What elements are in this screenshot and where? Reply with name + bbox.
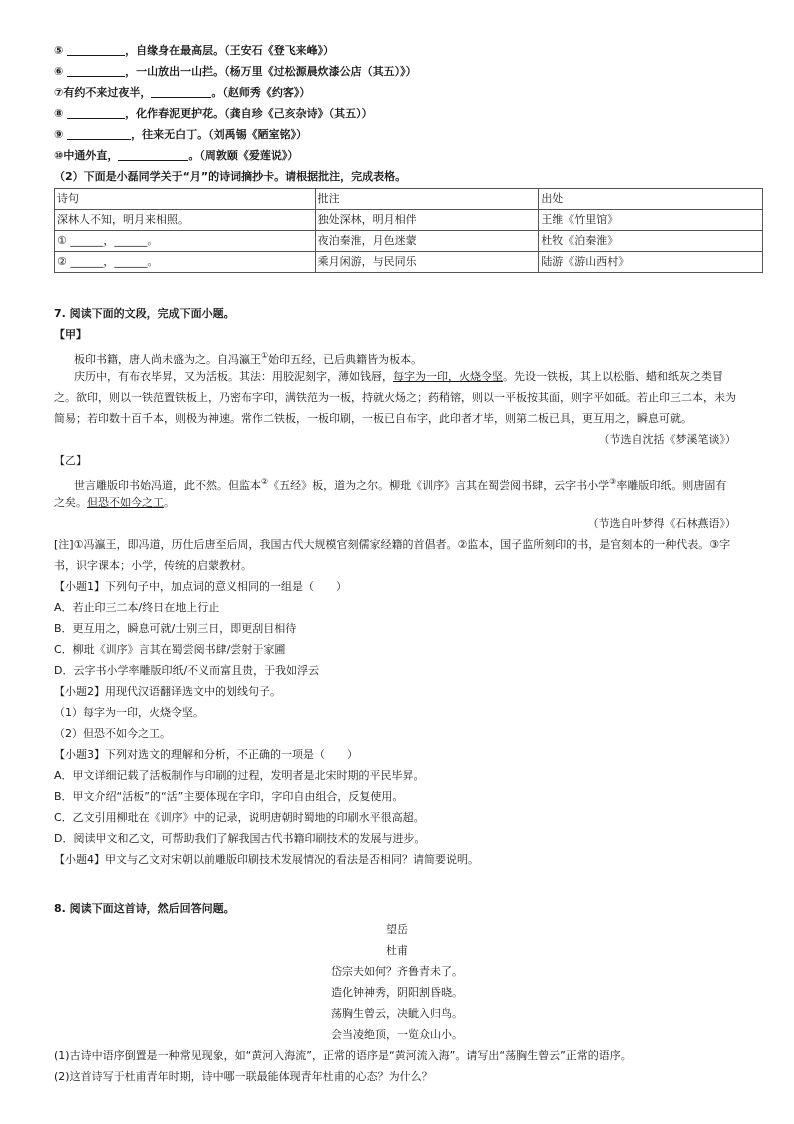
quote-line-9 xyxy=(54,124,794,145)
footnote-marker: ③ xyxy=(609,477,617,486)
poem-line: 会当凌绝顶，一览众山小。 xyxy=(331,1028,463,1041)
poem-question-1: (1)古诗中语序倒置是一种常见现象，如“黄河入海流”，正常的语序是“黄河流入海”。请写出“荡胸生曾云”正常的语序。 xyxy=(54,1049,632,1062)
answer-blank[interactable] xyxy=(67,43,125,56)
passage-jia-paragraph-2-line-1 xyxy=(54,366,794,387)
passage-text: 板印书籍，唐人尚未盛为之。自冯瀛王 xyxy=(74,353,261,366)
passage-yi-label: 【乙】 xyxy=(54,454,87,467)
table-row xyxy=(55,210,763,231)
table-row xyxy=(55,252,763,273)
passage-jia-source: （节选自沈括《梦溪笔谈》） xyxy=(598,433,736,446)
passage-text: 。先设一铁板，其上以松脂、蜡和纸灰之类冒 xyxy=(503,370,723,383)
table-cell-answer[interactable]: ② ______，______。 xyxy=(55,252,316,273)
question-7-title: 7. 阅读下面的文段，完成下面小题。 xyxy=(54,307,235,320)
poem-line: 荡胸生曾云，决眦入归鸟。 xyxy=(331,1007,463,1020)
quote-line-6 xyxy=(54,61,794,82)
footnote-marker: ② xyxy=(261,477,269,486)
option-a[interactable]: A．甲文详细记载了活板制作与印刷的过程，发明者是北宋时期的平民毕昇。 xyxy=(54,769,425,782)
option-a[interactable]: A．若止印三二本/终日在地上行止 xyxy=(54,601,220,614)
passage-jia-paragraph-2-line-2: 之。欲印，则以一铁范置铁板上，乃密布字印，满铁范为一板，持就火炀之；药稍镕，则以一平板按其面，则字平如砥。若止印三二本，未为 xyxy=(54,391,736,404)
table-header-cell: 诗句 xyxy=(55,189,316,210)
quote-number: ⑤ xyxy=(54,44,64,57)
sub-question-3: 【小题3】下列对选文的理解和分析，不正确的一项是（ ） xyxy=(54,748,358,761)
translation-item-2: （2）但恐不如今之工。 xyxy=(54,727,171,740)
option-d[interactable]: D．阅读甲文和乙文，可帮助我们了解我国古代书籍印刷技术的发展与进步。 xyxy=(54,832,426,845)
quote-text: ，往来无白丁。（刘禹锡《陋室铭》） xyxy=(131,128,308,141)
quote-number: ⑥ xyxy=(54,65,64,78)
passage-jia-label: 【甲】 xyxy=(54,328,87,341)
passage-text: 始印五经，已后典籍皆为板本。 xyxy=(268,353,423,366)
passage-text: 《五经》板，道为之尔。柳玭《训序》言其在蜀尝阅书肆，云字书小学 xyxy=(268,479,610,492)
sub-question-2: 【小题2】用现代汉语翻译选文中的划线句子。 xyxy=(54,685,281,698)
poem-line: 岱宗夫如何？齐鲁青未了。 xyxy=(331,965,463,978)
underlined-sentence: 每字为一印，火烧令坚 xyxy=(393,370,503,383)
poem-card-table xyxy=(54,188,763,273)
passage-text: 世言雕版印书始冯道，此不然。但监本 xyxy=(74,479,261,492)
quote-prefix: 有约不来过夜半， xyxy=(63,86,152,99)
poem-author: 杜甫 xyxy=(386,944,408,957)
quote-text: ，化作春泥更护花。（龚自珍《己亥杂诗》（其五）） xyxy=(125,107,373,120)
answer-blank[interactable] xyxy=(67,127,131,140)
quote-line-10 xyxy=(54,145,794,166)
sub-question-4: 【小题4】甲文与乙文对宋朝以前雕版印刷技术发展情况的看法是否相同？请简要说明。 xyxy=(54,853,479,866)
passage-text: 率雕版印纸。则唐固有 xyxy=(616,479,727,492)
quote-line-7 xyxy=(54,82,794,103)
option-b[interactable]: B．甲文介绍“活板”的“活”主要体现在字印，字印自由组合，反复使用。 xyxy=(54,790,404,803)
passage-text: 。 xyxy=(164,496,175,509)
question-8-title: 8. 阅读下面这首诗，然后回答问题。 xyxy=(54,902,235,915)
table-cell-answer[interactable]: ① ______，______。 xyxy=(55,231,316,252)
poem-question-2: (2)这首诗写于杜甫青年时期，诗中哪一联最能体现青年杜甫的心态？为什么？ xyxy=(54,1070,433,1083)
quote-text: ，一山放出一山拦。（杨万里《过松源晨炊漆公店（其五）》） xyxy=(125,65,417,78)
poem-title: 望岳 xyxy=(386,923,408,936)
option-c[interactable]: C．乙文引用柳玭在《训序》中的记录，说明唐朝时蜀地的印刷水平很高超。 xyxy=(54,811,425,824)
footnote-marker: ① xyxy=(261,351,269,360)
table-cell: 夜泊秦淮，月色迷蒙 xyxy=(315,231,539,252)
passage-yi-line-2 xyxy=(54,492,794,513)
annotation-line-2: 书，识字课本；小学，传统的启蒙教材。 xyxy=(54,559,252,572)
quote-line-5 xyxy=(54,40,794,61)
option-b[interactable]: B．更互用之，瞬息可就/士别三日，即更刮目相待 xyxy=(54,622,297,635)
table-cell: 深林人不知，明月来相照。 xyxy=(55,210,316,231)
annotation-line-1: [注]①冯瀛王，即冯道，历仕后唐至后周，我国古代大规模官刻儒家经籍的首倡者。②监本，国子监所刻印的书，是官刻本的一种代表。③字 xyxy=(54,538,731,551)
answer-blank[interactable] xyxy=(151,85,211,98)
option-c[interactable]: C．柳玭《训序》言其在蜀尝阅书肆/尝射于家圃 xyxy=(54,643,286,656)
option-d[interactable]: D．云字书小学率雕版印纸/不义而富且贵，于我如浮云 xyxy=(54,664,320,677)
table-header-cell: 批注 xyxy=(315,189,539,210)
passage-yi-source: （节选自叶梦得《石林燕语》） xyxy=(587,517,736,530)
quote-line-8 xyxy=(54,103,794,124)
question-6-part-2: （2）下面是小磊同学关于“月”的诗词摘抄卡。请根据批注，完成表格。 xyxy=(54,170,407,183)
passage-jia-paragraph-1 xyxy=(54,345,794,366)
answer-blank[interactable] xyxy=(67,64,125,77)
quote-number: ⑨ xyxy=(54,128,64,141)
answer-blank[interactable] xyxy=(118,148,188,161)
answer-blank[interactable] xyxy=(67,106,125,119)
quote-number: ⑧ xyxy=(54,107,64,120)
table-header-row xyxy=(55,189,763,210)
quote-number: ⑩ xyxy=(54,149,64,162)
table-cell: 独处深林，明月相伴 xyxy=(315,210,539,231)
table-cell: 陆游《游山西村》 xyxy=(539,252,763,273)
translation-item-1: （1）每字为一印，火烧令坚。 xyxy=(54,706,204,719)
quote-text: ，自缘身在最高层。（王安石《登飞来峰》） xyxy=(125,44,335,57)
quote-number: ⑦ xyxy=(54,86,64,99)
passage-yi-line-1 xyxy=(54,471,794,492)
quote-text: 。（赵师秀《约客》） xyxy=(211,86,311,99)
poem-line: 造化钟神秀，阴阳割昏晓。 xyxy=(331,986,463,999)
table-cell: 王维《竹里馆》 xyxy=(539,210,763,231)
table-row xyxy=(55,231,763,252)
table-cell: 杜牧《泊秦淮》 xyxy=(539,231,763,252)
passage-text: 之矣。 xyxy=(54,496,87,509)
table-header-cell: 出处 xyxy=(539,189,763,210)
table-cell: 乘月闲游，与民同乐 xyxy=(315,252,539,273)
sub-question-1: 【小题1】下列句子中，加点词的意义相同的一组是（ ） xyxy=(54,580,347,593)
passage-text: 庆历中，有布衣毕昇，又为活板。其法：用胶泥刻字，薄如钱唇， xyxy=(74,370,393,383)
quote-prefix: 中通外直， xyxy=(63,149,119,162)
underlined-sentence: 但恐不如今之工 xyxy=(87,496,164,509)
quote-text: 。（周敦颐《爱莲说》） xyxy=(188,149,299,162)
passage-jia-paragraph-2-line-3: 简易；若印数十百千本，则极为神速。常作二铁板，一板印刷，一板已自布字，此印者才毕，则第二板已具，更互用之，瞬息可就。 xyxy=(54,412,692,425)
